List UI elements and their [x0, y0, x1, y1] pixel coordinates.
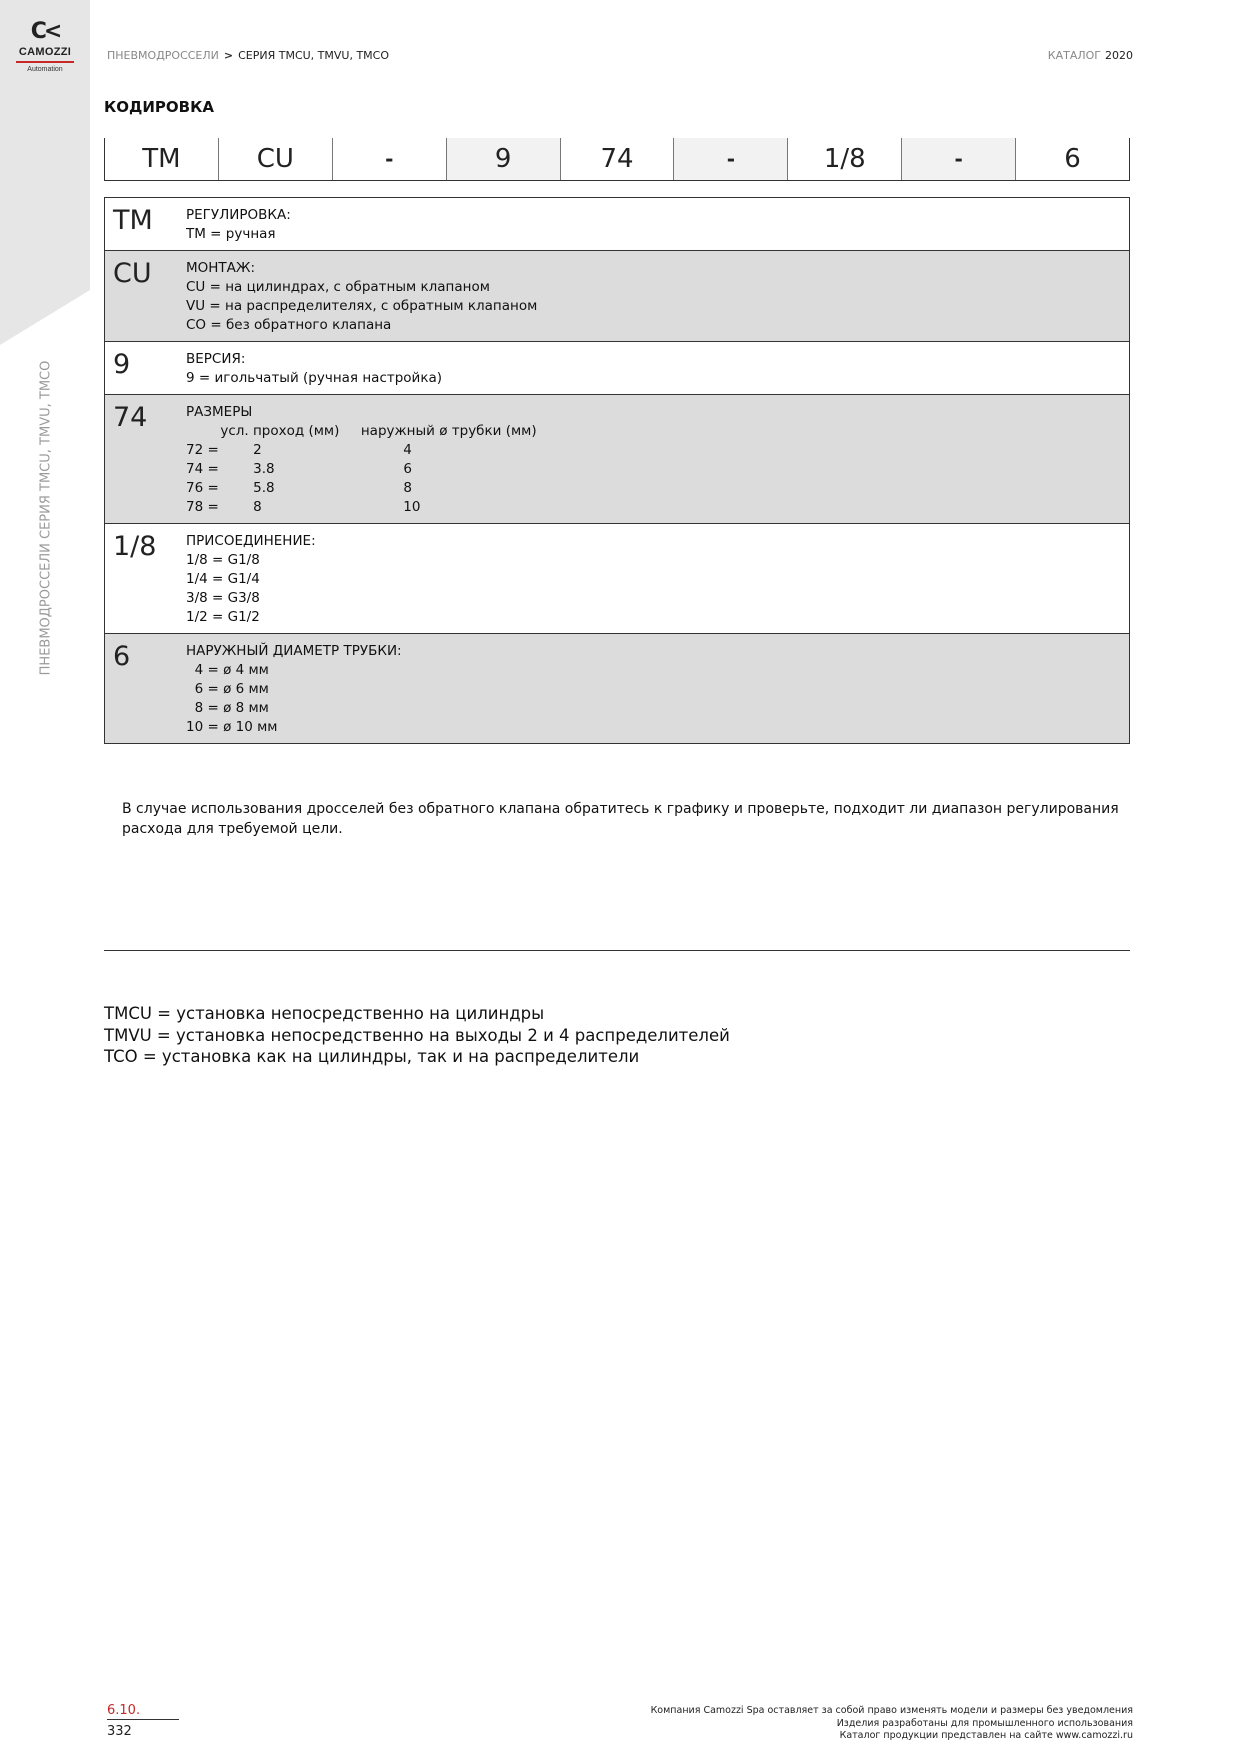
- footer-disclaimer: [651, 1705, 1133, 1743]
- legend-line: 74 = 3.8 6: [186, 461, 412, 477]
- legend-line: 1/8 = G1/8: [186, 552, 260, 568]
- legend-line: 6 = ø 6 мм: [186, 681, 269, 697]
- coding-legend-table: [104, 197, 1130, 744]
- legend-row-connection: [105, 523, 1129, 633]
- page-number: 332: [107, 1724, 132, 1739]
- logo-rule: [16, 61, 74, 63]
- code-cell-version: 9: [447, 138, 561, 180]
- legend-line: 3/8 = G3/8: [186, 590, 260, 606]
- legend-description: [180, 634, 1129, 743]
- legend-line: 76 = 5.8 8: [186, 480, 412, 496]
- breadcrumb-parent[interactable]: ПНЕВМОДРОССЕЛИ: [107, 49, 219, 62]
- camozzi-logo: [10, 19, 80, 73]
- breadcrumb-current: СЕРИЯ TMCU, TMVU, TMCO: [238, 49, 390, 62]
- catalog-year: 2020: [1105, 49, 1133, 62]
- legend-description: [180, 524, 1129, 633]
- legend-line: усл. проход (мм) наружный ø трубки (мм): [186, 423, 537, 439]
- code-cell-connection: 1/8: [788, 138, 902, 180]
- code-cell-tube-diameter: 6: [1064, 144, 1081, 174]
- legend-line: ПРИСОЕДИНЕНИЕ:: [186, 533, 316, 549]
- section-number: 6.10.: [107, 1703, 179, 1720]
- legend-line: 1/4 = G1/4: [186, 571, 260, 587]
- definition-item: TMVU = установка непосредственно на выходы 2 и 4 распределителей: [104, 1025, 730, 1045]
- code-cell-size: 74: [561, 138, 675, 180]
- legend-row-mounting: [105, 250, 1129, 341]
- definition-item: TMCU = установка непосредственно на цилиндры: [104, 1004, 545, 1023]
- legend-line: 78 = 8 10: [186, 499, 421, 515]
- legend-line: МОНТАЖ:: [186, 260, 255, 276]
- code-cell-type: TM: [105, 138, 219, 180]
- definition-item: TCO = установка как на цилиндры, так и на распределители: [104, 1047, 640, 1066]
- legend-description: [180, 395, 1129, 523]
- legend-line: НАРУЖНЫЙ ДИАМЕТР ТРУБКИ:: [186, 643, 402, 659]
- legend-code: 1/8: [113, 531, 157, 562]
- legend-line: TM = ручная: [186, 226, 276, 242]
- legend-line: VU = на распределителях, с обратным клапаном: [186, 298, 538, 314]
- note-paragraph: В случае использования дросселей без обратного клапана обратитесь к графику и проверьте, подходит ли диапазон регулирования расхода для требуемой цели.: [122, 801, 1119, 837]
- logo-name: CAMOZZI: [18, 46, 72, 58]
- catalog-label: [1048, 49, 1133, 62]
- logo-subtitle: Automation: [27, 66, 63, 73]
- legend-line: ВЕРСИЯ:: [186, 351, 246, 367]
- legend-code: 9: [113, 349, 131, 380]
- code-cell-mounting: CU: [219, 138, 333, 180]
- legend-line: 10 = ø 10 мм: [186, 719, 278, 735]
- legend-line: 72 = 2 4: [186, 442, 412, 458]
- legend-row-sizes: [105, 394, 1129, 523]
- footer-line: Изделия разработаны для промышленного использования: [836, 1717, 1133, 1729]
- legend-row-tube-diameter: [105, 633, 1129, 743]
- legend-line: РАЗМЕРЫ: [186, 404, 253, 420]
- side-title: ПНЕВМОДРОССЕЛИ СЕРИЯ TMCU, TMVU, TMCO: [38, 360, 54, 676]
- legend-row-regulation: [105, 198, 1129, 250]
- section-title: КОДИРОВКА: [104, 98, 214, 116]
- breadcrumb: [107, 49, 389, 62]
- legend-row-version: [105, 341, 1129, 394]
- legend-code: CU: [113, 258, 152, 289]
- footer-line: Каталог продукции представлен на сайте www.camozzi.ru: [839, 1730, 1133, 1741]
- code-cell-dash: -: [902, 138, 1016, 180]
- legend-description: [180, 342, 1129, 394]
- code-cell-dash: -: [674, 138, 788, 180]
- legend-code: TM: [113, 205, 153, 236]
- side-strip: [0, 0, 90, 1754]
- legend-line: РЕГУЛИРОВКА:: [186, 207, 291, 223]
- legend-description: [180, 251, 1129, 341]
- catalog-text: КАТАЛОГ: [1047, 49, 1101, 62]
- legend-code: 6: [113, 641, 131, 672]
- legend-line: 1/2 = G1/2: [186, 609, 260, 625]
- legend-line: 9 = игольчатый (ручная настройка): [186, 370, 443, 386]
- code-cell-dash: -: [333, 138, 447, 180]
- legend-code: 74: [113, 402, 148, 433]
- legend-line: CO = без обратного клапана: [186, 317, 392, 333]
- breadcrumb-separator: >: [223, 49, 234, 62]
- logo-icon: C<: [30, 19, 60, 44]
- legend-line: 4 = ø 4 мм: [186, 662, 269, 678]
- legend-line: 8 = ø 8 мм: [186, 700, 269, 716]
- legend-description: [180, 198, 1129, 250]
- definitions-list: [104, 1003, 730, 1068]
- footer-line: Компания Camozzi Spa оставляет за собой право изменять модели и размеры без уведомления: [650, 1705, 1133, 1716]
- divider: [104, 950, 1130, 951]
- legend-line: CU = на цилиндрах, с обратным клапаном: [186, 279, 490, 295]
- code-bar: [104, 138, 1130, 181]
